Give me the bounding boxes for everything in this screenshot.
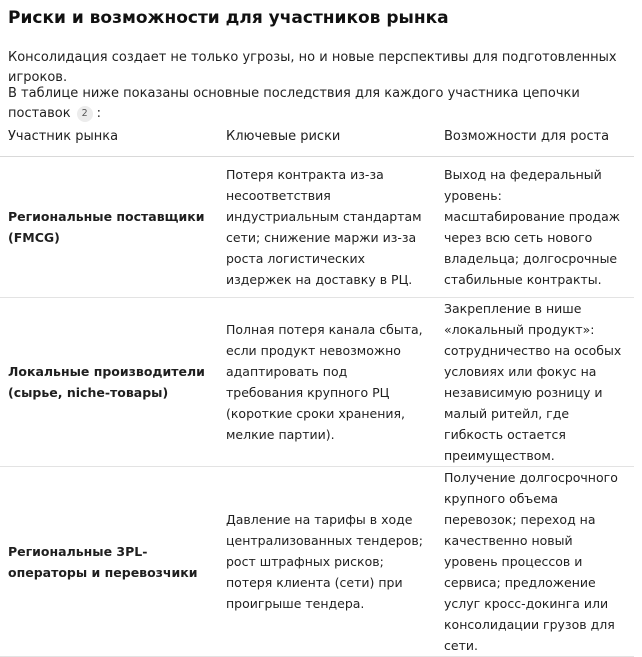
participant-cell: Региональные 3PL-операторы и перевозчики xyxy=(0,467,218,657)
participant-cell: Локальные производители (сырье, niche-товары) xyxy=(0,298,218,467)
participant-cell: Региональные поставщики (FMCG) xyxy=(0,157,218,298)
table-intro-suffix: : xyxy=(96,106,101,121)
opportunities-cell: Выход на федеральный уровень: масштабирование продаж через всю сеть нового владельца; долгосрочные стабильные контракты. xyxy=(436,157,634,298)
section-title: Риски и возможности для участников рынка xyxy=(8,8,449,28)
intro-paragraph: Консолидация создает не только угрозы, но и новые перспективы для подготовленных игроков. xyxy=(8,50,617,85)
risk-opportunity-table xyxy=(0,116,634,657)
risks-cell: Давление на тарифы в ходе централизованных тендеров; рост штрафных рисков; потеря клиента (сети) при проигрыше тендера. xyxy=(218,467,436,657)
risks-cell: Потеря контракта из-за несоответствия индустриальным стандартам сети; снижение маржи из-за роста логистических издержек на доставку в РЦ. xyxy=(218,157,436,298)
table-intro-text: В таблице ниже показаны основные последствия для каждого участника цепочки поставок xyxy=(8,86,580,121)
table-row xyxy=(0,298,634,467)
table-header-row xyxy=(0,116,634,157)
header-participant: Участник рынка xyxy=(0,116,218,157)
citation-badge[interactable]: 2 xyxy=(77,106,93,122)
header-risks: Ключевые риски xyxy=(218,116,436,157)
risks-cell: Полная потеря канала сбыта, если продукт невозможно адаптировать под требования крупного РЦ (короткие сроки хранения, мелкие партии). xyxy=(218,298,436,467)
header-opportunities: Возможности для роста xyxy=(436,116,634,157)
table-row xyxy=(0,467,634,657)
opportunities-cell: Получение долгосрочного крупного объема перевозок; переход на качественно новый уровень процессов и сервиса; предложение услуг кросс-докинга или консолидации грузов для сети. xyxy=(436,467,634,657)
table-row xyxy=(0,157,634,298)
opportunities-cell: Закрепление в нише «локальный продукт»: сотрудничество на особых условиях или фокус на независимую розницу и малый ритейл, где гибкость остается преимуществом. xyxy=(436,298,634,467)
